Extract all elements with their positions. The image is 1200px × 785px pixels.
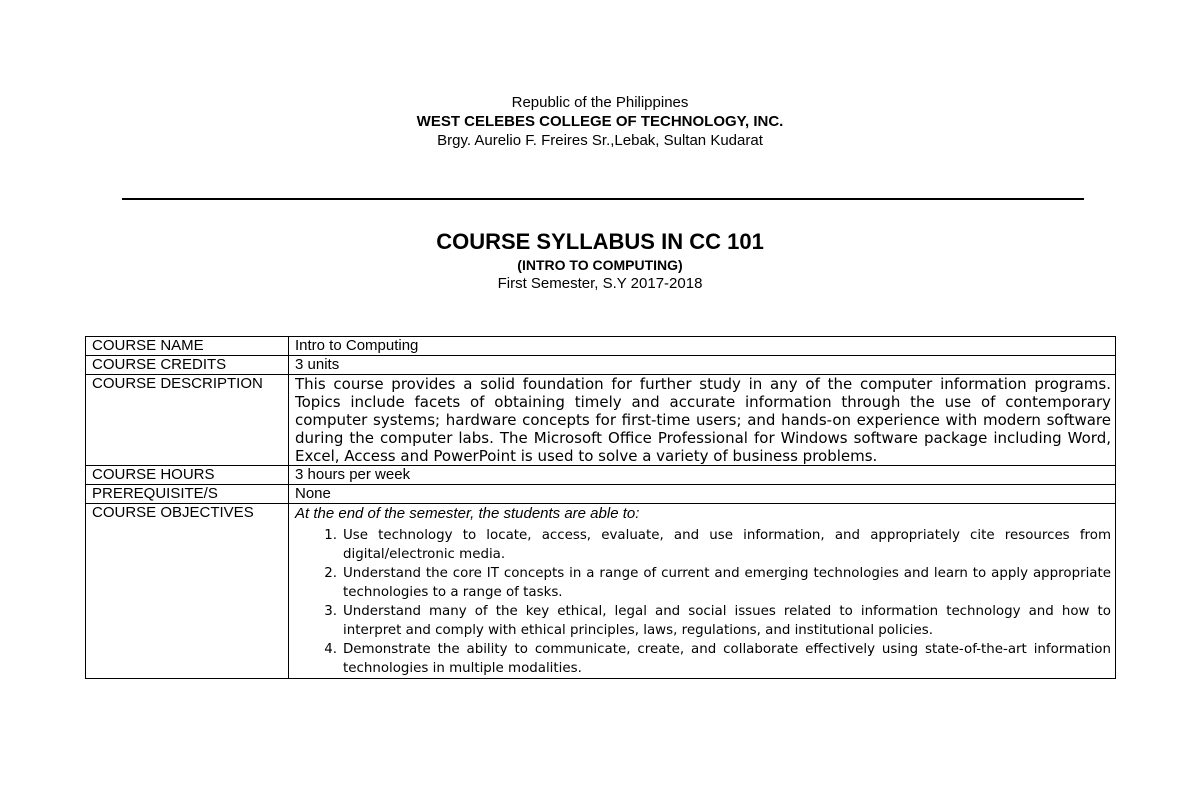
document-subtitle: (INTRO TO COMPUTING) xyxy=(517,257,683,273)
table-row xyxy=(86,466,1116,485)
table-row xyxy=(86,485,1116,504)
course-objectives-label: COURSE OBJECTIVES xyxy=(86,504,289,679)
header-divider xyxy=(122,198,1084,200)
course-hours-label: COURSE HOURS xyxy=(86,466,289,485)
course-credits-value: 3 units xyxy=(289,356,1116,375)
prerequisites-label: PREREQUISITE/S xyxy=(86,485,289,504)
list-item xyxy=(295,526,1111,564)
table-row xyxy=(86,375,1116,466)
objective-text: Understand the core IT concepts in a range of current and emerging technologies and learn to apply appropriate technologies to a range of tasks. xyxy=(343,566,1111,600)
course-hours-value: 3 hours per week xyxy=(289,466,1116,485)
table-row xyxy=(86,337,1116,356)
list-item xyxy=(295,564,1111,602)
course-description-label: COURSE DESCRIPTION xyxy=(86,375,289,466)
semester-line: First Semester, S.Y 2017-2018 xyxy=(497,275,703,292)
table-row xyxy=(86,356,1116,375)
country-line: Republic of the Philippines xyxy=(511,94,689,111)
objective-text: Understand many of the key ethical, legal and social issues related to information technology and how to interpret and comply with ethical principles, laws, regulations, and institutional policies. xyxy=(343,604,1111,638)
course-objectives-value xyxy=(289,504,1116,679)
syllabus-table xyxy=(85,336,1116,679)
objective-number: 1. xyxy=(324,528,337,543)
objective-number: 4. xyxy=(324,642,337,657)
objective-text: Demonstrate the ability to communicate, create, and collaborate effectively using state-of-the-art information technologies in multiple modalities. xyxy=(343,642,1111,676)
list-item xyxy=(295,640,1111,678)
objectives-list xyxy=(295,526,1111,678)
document-title: COURSE SYLLABUS IN CC 101 xyxy=(436,229,764,254)
course-name-value: Intro to Computing xyxy=(289,337,1116,356)
course-credits-label: COURSE CREDITS xyxy=(86,356,289,375)
objective-number: 2. xyxy=(324,566,337,581)
letterhead xyxy=(0,93,1200,150)
prerequisites-value: None xyxy=(289,485,1116,504)
course-description-value: This course provides a solid foundation for further study in any of the computer information programs. Topics include facets of obtaining timely and accurate information through the use of contemporary computer systems; hardware concepts for first-time users; and hands-on experience with modern software during the computer labs. The Microsoft Office Professional for Windows software package including Word, Excel, Access and PowerPoint is used to solve a variety of business problems. xyxy=(289,375,1116,466)
objective-number: 3. xyxy=(324,604,337,619)
course-name-label: COURSE NAME xyxy=(86,337,289,356)
school-name: WEST CELEBES COLLEGE OF TECHNOLOGY, INC. xyxy=(416,113,784,130)
list-item xyxy=(295,602,1111,640)
title-block xyxy=(0,228,1200,294)
objective-text: Use technology to locate, access, evaluate, and use information, and appropriately cite resources from digital/electronic media. xyxy=(343,528,1111,562)
school-address: Brgy. Aurelio F. Freires Sr.,Lebak, Sultan Kudarat xyxy=(437,132,763,149)
table-row xyxy=(86,504,1116,679)
objectives-intro: At the end of the semester, the students are able to: xyxy=(295,505,640,522)
